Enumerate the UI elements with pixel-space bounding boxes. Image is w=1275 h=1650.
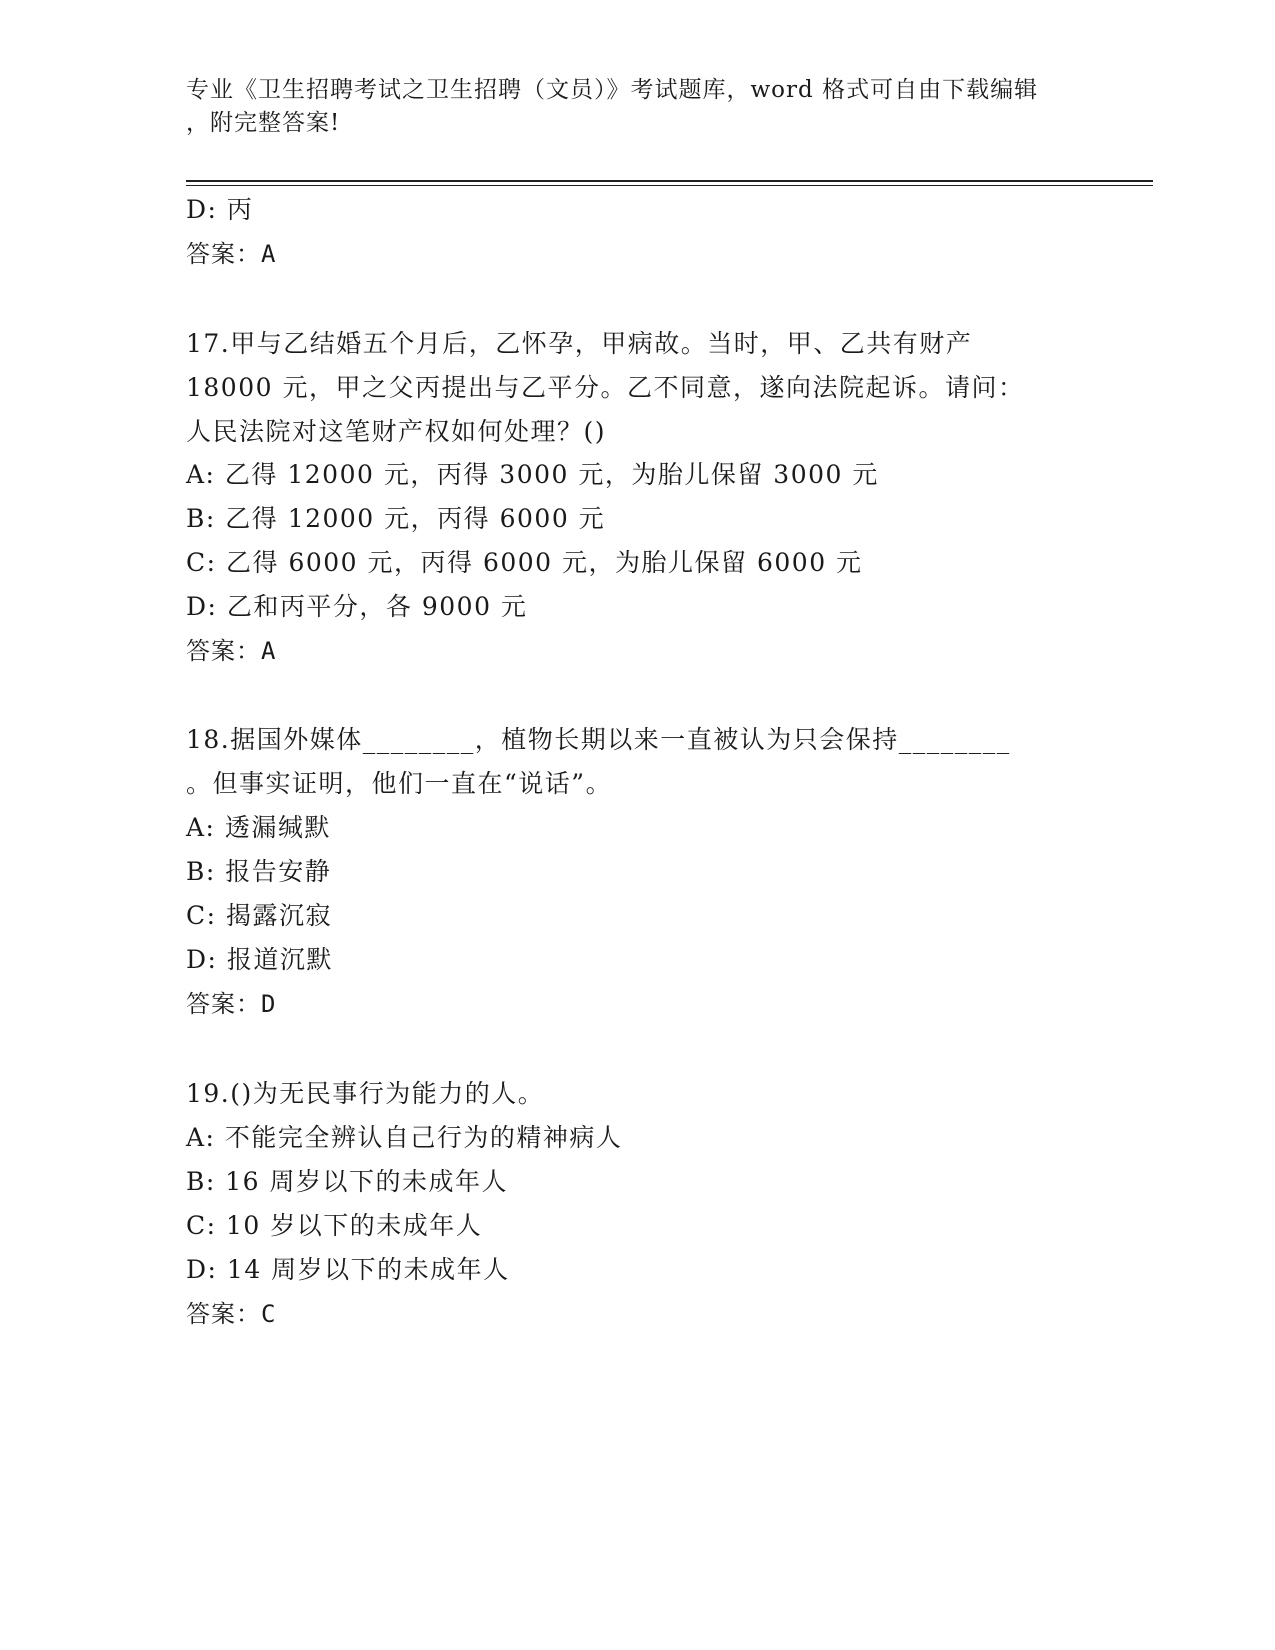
answer-label: 答案： — [186, 240, 261, 268]
q19-option-c: C: 10 岁以下的未成年人 — [186, 1211, 483, 1240]
q18-option-b: B: 报告安静 — [186, 857, 332, 886]
q19-option-a: A: 不能完全辨认自己行为的精神病人 — [186, 1123, 623, 1152]
q18-answer — [186, 987, 276, 1021]
q19-option-b: B: 16 周岁以下的未成年人 — [186, 1167, 509, 1196]
q18-option-d: D: 报道沉默 — [186, 945, 333, 974]
answer-value: C — [261, 1300, 277, 1328]
answer-value: A — [261, 240, 277, 268]
q19-answer — [186, 1297, 276, 1331]
answer-value: D — [261, 990, 277, 1018]
document-header — [186, 74, 1086, 140]
header-rule-thick — [186, 180, 1153, 182]
q19-option-d: D: 14 周岁以下的未成年人 — [186, 1255, 510, 1284]
q18-option-c: C: 揭露沉寂 — [186, 901, 332, 930]
header-line-1: 专业《卫生招聘考试之卫生招聘（文员）》考试题库，word 格式可自由下载编辑 — [186, 77, 1039, 103]
header-line-2: ，附完整答案! — [186, 110, 341, 136]
answer-label: 答案： — [186, 637, 261, 665]
q17-stem-line-2: 18000 元，甲之父丙提出与乙平分。乙不同意，遂向法院起诉。请问： — [186, 373, 1025, 402]
prev-option-d: D: 丙 — [186, 195, 254, 224]
prev-answer — [186, 237, 276, 271]
answer-label: 答案： — [186, 990, 261, 1018]
answer-value: A — [261, 637, 277, 665]
q19-stem-line-1: 19.()为无民事行为能力的人。 — [186, 1079, 545, 1108]
q17-answer — [186, 634, 276, 668]
answer-label: 答案： — [186, 1300, 261, 1328]
q17-option-a: A: 乙得 12000 元，丙得 3000 元，为胎儿保留 3000 元 — [186, 460, 879, 489]
q18-stem-line-1: 18.据国外媒体________，植物长期以来一直被认为只会保持________ — [186, 725, 1011, 754]
q17-option-d: D: 乙和丙平分，各 9000 元 — [186, 592, 528, 621]
q18-option-a: A: 透漏缄默 — [186, 813, 331, 842]
q17-option-b: B: 乙得 12000 元，丙得 6000 元 — [186, 504, 606, 533]
q17-option-c: C: 乙得 6000 元，丙得 6000 元，为胎儿保留 6000 元 — [186, 548, 863, 577]
q17-stem-line-1: 17.甲与乙结婚五个月后，乙怀孕，甲病故。当时，甲、乙共有财产 — [186, 329, 973, 358]
q18-stem-line-2: 。但事实证明，他们一直在“说话”。 — [186, 769, 613, 798]
header-rule-thin — [186, 185, 1153, 186]
q17-stem-line-3: 人民法院对这笔财产权如何处理？() — [186, 417, 607, 446]
